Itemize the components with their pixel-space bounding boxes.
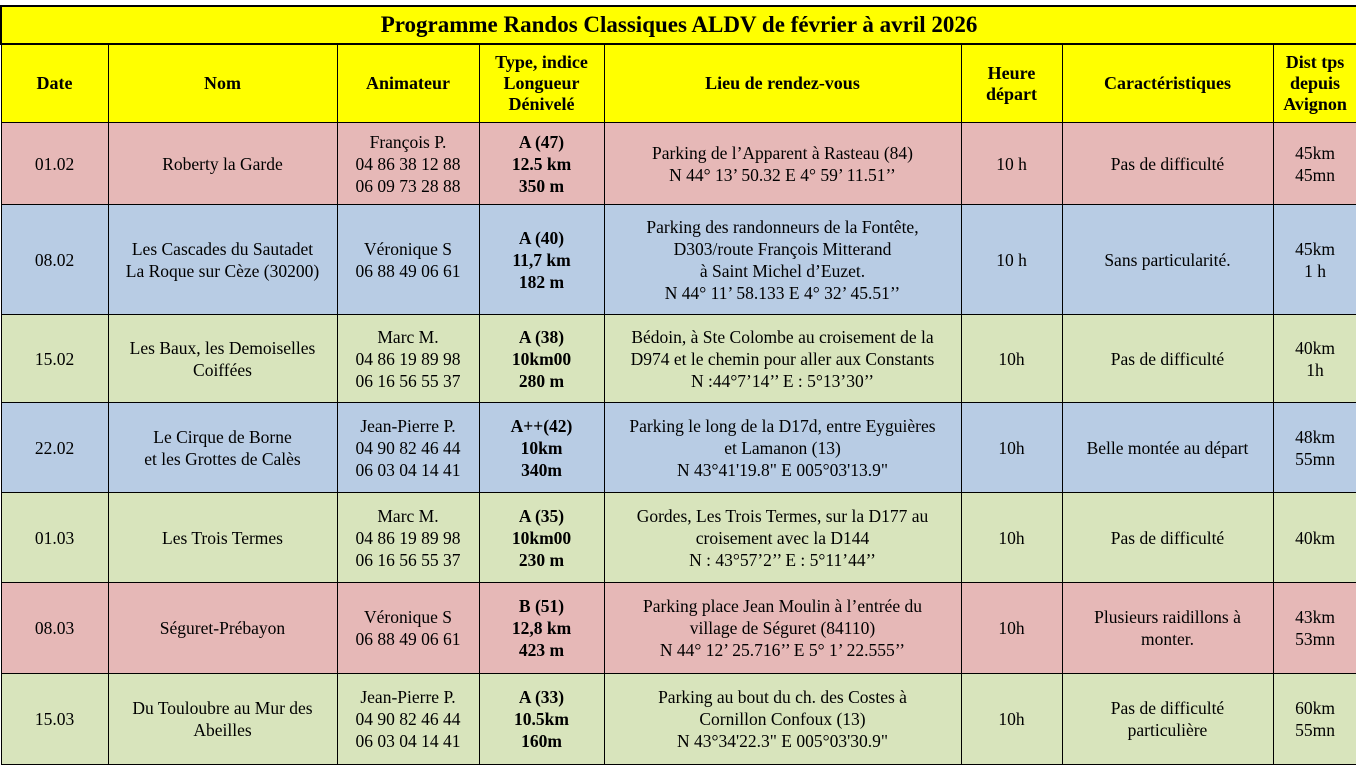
- cell-line: 340m: [521, 459, 562, 480]
- table-row: [1, 315, 1356, 403]
- cell-line: Parking place Jean Moulin à l’entrée du: [643, 596, 922, 616]
- cell-line: Du Touloubre au Mur des: [132, 698, 313, 718]
- cell-line: Abeilles: [193, 720, 252, 740]
- cell-line: 48km: [1295, 426, 1335, 447]
- type-cell: [479, 315, 604, 403]
- meeting-place-cell: [604, 493, 961, 583]
- cell-line: N :44°7’14’’ E : 5°13’30’’: [690, 370, 875, 391]
- cell-line: 280 m: [518, 370, 565, 391]
- cell-line: croisement avec la D144: [695, 527, 870, 548]
- animator-cell: [337, 674, 479, 765]
- header-row: [1, 44, 1356, 123]
- meeting-place-cell: [604, 674, 961, 765]
- header-line: Avignon: [1283, 94, 1347, 114]
- cell-line: 06 88 49 06 61: [355, 260, 461, 281]
- meeting-place-cell: [604, 205, 961, 315]
- header-line: Dénivelé: [508, 94, 575, 114]
- start-time-cell: [961, 315, 1062, 403]
- date-cell: [1, 674, 108, 765]
- characteristics-cell: [1062, 493, 1273, 583]
- cell-line: Belle montée au départ: [1086, 437, 1249, 458]
- cell-line: Les Cascades du Sautadet: [131, 238, 314, 259]
- table-row: [1, 583, 1356, 674]
- distance-cell: [1273, 205, 1356, 315]
- cell-line: A++(42): [510, 415, 573, 436]
- cell-line: Séguret-Prébayon: [159, 618, 286, 638]
- type-cell: [479, 123, 604, 205]
- date-cell: [1, 315, 108, 403]
- cell-line: 55mn: [1295, 448, 1335, 469]
- name-cell: [108, 674, 337, 765]
- distance-cell: [1273, 493, 1356, 583]
- type-cell: [479, 205, 604, 315]
- cell-line: Véronique S: [364, 238, 452, 259]
- meeting-place-cell: [604, 583, 961, 674]
- header-line: Caractéristiques: [1104, 73, 1231, 93]
- rando-schedule-table: [0, 5, 1356, 765]
- cell-line: 04 86 19 89 98: [355, 348, 461, 369]
- meeting-place-cell: [604, 403, 961, 493]
- cell-line: 10 h: [996, 153, 1027, 174]
- cell-line: 06 09 73 28 88: [355, 175, 461, 196]
- cell-line: D974 et le chemin pour aller aux Constants: [630, 348, 935, 369]
- cell-line: Pas de difficulté: [1110, 348, 1225, 369]
- name-cell: [108, 315, 337, 403]
- date-cell: [1, 493, 108, 583]
- header-line: Longueur: [503, 73, 580, 93]
- cell-line: 06 16 56 55 37: [355, 549, 461, 570]
- characteristics-cell: [1062, 403, 1273, 493]
- cell-line: Jean-Pierre P.: [360, 687, 456, 707]
- cell-line: A (35): [518, 505, 565, 526]
- cell-line: 04 90 82 46 44: [355, 709, 461, 729]
- cell-line: 08.03: [34, 618, 75, 638]
- start-time-cell: [961, 123, 1062, 205]
- cell-line: 53mn: [1295, 629, 1335, 649]
- header-heure: [961, 44, 1062, 123]
- header-type: [479, 44, 604, 123]
- distance-cell: [1273, 403, 1356, 493]
- meeting-place-cell: [604, 123, 961, 205]
- header-line: Dist tps: [1285, 52, 1345, 72]
- cell-line: 10h: [998, 709, 1025, 729]
- cell-line: Plusieurs raidillons à: [1094, 607, 1241, 627]
- date-cell: [1, 205, 108, 315]
- cell-line: Véronique S: [364, 607, 452, 627]
- cell-line: N 44° 11’ 58.133 E 4° 32’ 45.51’’: [664, 282, 901, 303]
- cell-line: Coiffées: [193, 359, 252, 380]
- cell-line: 06 03 04 14 41: [355, 731, 461, 751]
- header-line: départ: [986, 83, 1037, 104]
- cell-line: 01.03: [34, 527, 75, 548]
- start-time-cell: [961, 583, 1062, 674]
- cell-line: N 43°41'19.8" E 005°03'13.9": [676, 459, 889, 480]
- cell-line: Pas de difficulté: [1110, 153, 1225, 174]
- cell-line: 22.02: [34, 437, 75, 458]
- type-cell: [479, 583, 604, 674]
- cell-line: Cornillon Confoux (13): [699, 709, 866, 729]
- cell-line: Marc M.: [377, 326, 439, 347]
- start-time-cell: [961, 493, 1062, 583]
- cell-line: N 44° 13’ 50.32 E 4° 59’ 11.51’’: [669, 164, 896, 185]
- distance-cell: [1273, 674, 1356, 765]
- characteristics-cell: [1062, 315, 1273, 403]
- table-row: [1, 205, 1356, 315]
- start-time-cell: [961, 674, 1062, 765]
- name-cell: [108, 583, 337, 674]
- cell-line: 45km: [1295, 142, 1335, 163]
- table-row: [1, 493, 1356, 583]
- animator-cell: [337, 205, 479, 315]
- cell-line: et les Grottes de Calès: [144, 448, 301, 469]
- cell-line: 10km00: [511, 527, 572, 548]
- type-cell: [479, 493, 604, 583]
- cell-line: 230 m: [518, 549, 565, 570]
- cell-line: 15.03: [34, 709, 75, 729]
- cell-line: Les Trois Termes: [162, 527, 283, 548]
- cell-line: Parking au bout du ch. des Costes à: [658, 687, 907, 707]
- name-cell: [108, 403, 337, 493]
- cell-line: 10h: [998, 618, 1025, 638]
- header-distance: [1273, 44, 1356, 123]
- cell-line: 350 m: [518, 175, 565, 196]
- name-cell: [108, 493, 337, 583]
- cell-line: Sans particularité.: [1104, 249, 1231, 270]
- cell-line: Roberty la Garde: [162, 153, 283, 174]
- cell-line: 40km: [1295, 337, 1335, 358]
- cell-line: 06 88 49 06 61: [355, 629, 461, 649]
- cell-line: Pas de difficulté: [1110, 527, 1225, 548]
- animator-cell: [337, 315, 479, 403]
- cell-line: B (51): [518, 596, 565, 616]
- cell-line: 45mn: [1295, 164, 1335, 185]
- cell-line: 10 h: [996, 249, 1027, 270]
- date-cell: [1, 123, 108, 205]
- cell-line: 182 m: [518, 271, 565, 292]
- header-date: [1, 44, 108, 123]
- cell-line: N 44° 12’ 25.716’’ E 5° 1’ 22.555’’: [659, 640, 906, 660]
- cell-line: 10km00: [511, 348, 572, 369]
- distance-cell: [1273, 583, 1356, 674]
- cell-line: Les Baux, les Demoiselles: [129, 337, 316, 358]
- cell-line: 45km: [1295, 238, 1335, 259]
- cell-line: et Lamanon (13): [724, 437, 841, 458]
- cell-line: Parking le long de la D17d, entre Eyguières: [629, 415, 936, 436]
- header-line: Nom: [204, 73, 241, 93]
- cell-line: François P.: [369, 131, 447, 152]
- cell-line: 12,8 km: [511, 618, 572, 638]
- date-cell: [1, 403, 108, 493]
- characteristics-cell: [1062, 205, 1273, 315]
- animator-cell: [337, 403, 479, 493]
- animator-cell: [337, 123, 479, 205]
- header-nom: [108, 44, 337, 123]
- cell-line: Bédoin, à Ste Colombe au croisement de la: [631, 326, 934, 347]
- header-line: Heure: [987, 62, 1036, 83]
- cell-line: 55mn: [1295, 720, 1335, 740]
- distance-cell: [1273, 315, 1356, 403]
- header-line: depuis: [1290, 73, 1341, 93]
- cell-line: 1 h: [1304, 260, 1326, 281]
- cell-line: à Saint Michel d’Euzet.: [699, 260, 866, 281]
- cell-line: 1h: [1306, 359, 1324, 380]
- cell-line: village de Séguret (84110): [689, 618, 876, 638]
- cell-line: 60km: [1295, 698, 1335, 718]
- characteristics-cell: [1062, 583, 1273, 674]
- cell-line: 43km: [1295, 607, 1335, 627]
- start-time-cell: [961, 205, 1062, 315]
- cell-line: 04 86 38 12 88: [355, 153, 461, 174]
- header-line: Lieu de rendez-vous: [705, 73, 860, 93]
- cell-line: 10h: [998, 437, 1025, 458]
- cell-line: 10km: [520, 437, 563, 458]
- header-caracteristiques: [1062, 44, 1273, 123]
- meeting-place-cell: [604, 315, 961, 403]
- header-line: Type, indice: [495, 52, 588, 72]
- header-line: Animateur: [366, 73, 450, 93]
- type-cell: [479, 403, 604, 493]
- header-lieu: [604, 44, 961, 123]
- cell-line: 04 86 19 89 98: [355, 527, 461, 548]
- characteristics-cell: [1062, 674, 1273, 765]
- table-title: Programme Randos Classiques ALDV de février à avril 2026: [1, 6, 1356, 44]
- cell-line: D303/route François Mitterand: [673, 238, 892, 259]
- table-row: [1, 403, 1356, 493]
- name-cell: [108, 205, 337, 315]
- cell-line: 40km: [1295, 527, 1335, 548]
- cell-line: monter.: [1141, 629, 1194, 649]
- cell-line: particulière: [1127, 720, 1208, 740]
- type-cell: [479, 674, 604, 765]
- characteristics-cell: [1062, 123, 1273, 205]
- cell-line: 01.02: [34, 153, 75, 174]
- cell-line: 10h: [998, 348, 1025, 369]
- cell-line: Jean-Pierre P.: [360, 415, 456, 436]
- header-animateur: [337, 44, 479, 123]
- cell-line: 06 16 56 55 37: [355, 370, 461, 391]
- date-cell: [1, 583, 108, 674]
- cell-line: 10.5km: [514, 709, 569, 729]
- cell-line: Parking des randonneurs de la Fontête,: [646, 216, 919, 237]
- cell-line: 10h: [998, 527, 1025, 548]
- table-row: [1, 123, 1356, 205]
- cell-line: N : 43°57’2’’ E : 5°11’44’’: [689, 549, 876, 570]
- cell-line: 06 03 04 14 41: [355, 459, 461, 480]
- cell-line: A (38): [518, 326, 565, 347]
- cell-line: 11,7 km: [512, 249, 571, 270]
- start-time-cell: [961, 403, 1062, 493]
- table-row: [1, 674, 1356, 765]
- cell-line: 04 90 82 46 44: [355, 437, 461, 458]
- cell-line: La Roque sur Cèze (30200): [125, 260, 320, 281]
- cell-line: Pas de difficulté: [1110, 698, 1225, 718]
- table-body: [1, 123, 1356, 765]
- cell-line: Gordes, Les Trois Termes, sur la D177 au: [636, 505, 929, 526]
- header-line: Date: [36, 73, 73, 93]
- cell-line: Le Cirque de Borne: [153, 426, 292, 447]
- cell-line: Parking de l’Apparent à Rasteau (84): [652, 142, 913, 163]
- cell-line: A (40): [518, 227, 565, 248]
- cell-line: 160m: [521, 731, 562, 751]
- cell-line: 15.02: [34, 348, 75, 369]
- cell-line: A (33): [518, 687, 565, 707]
- name-cell: [108, 123, 337, 205]
- cell-line: A (47): [518, 131, 565, 152]
- animator-cell: [337, 583, 479, 674]
- cell-line: 423 m: [518, 640, 565, 660]
- animator-cell: [337, 493, 479, 583]
- cell-line: N 43°34'22.3" E 005°03'30.9": [676, 731, 889, 751]
- distance-cell: [1273, 123, 1356, 205]
- cell-line: 12.5 km: [511, 153, 572, 174]
- cell-line: 08.02: [34, 249, 75, 270]
- cell-line: Marc M.: [377, 505, 439, 526]
